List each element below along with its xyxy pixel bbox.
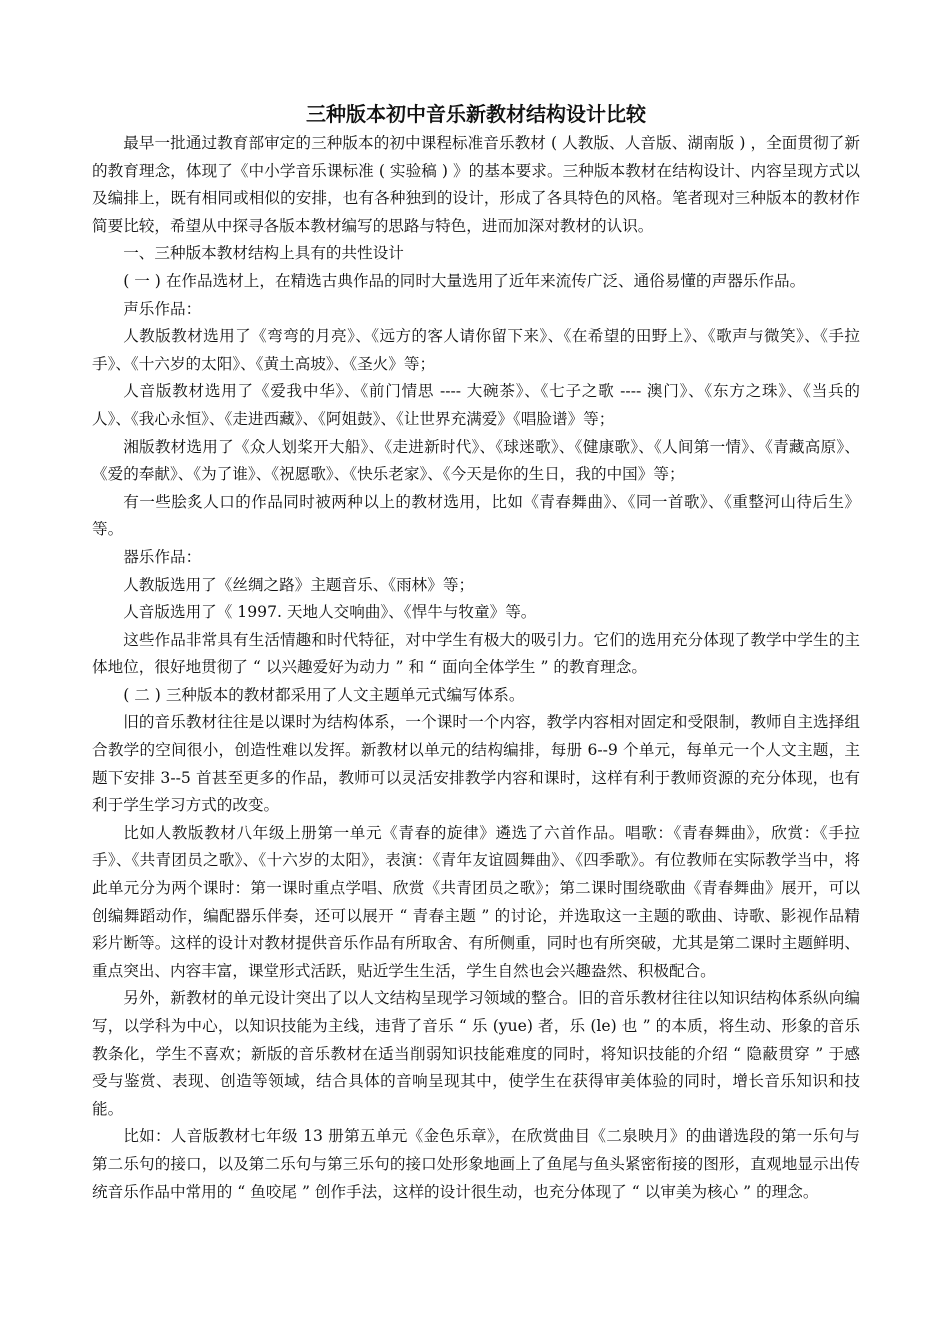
paragraph-works-summary: 这些作品非常具有生活情趣和时代特征，对中学生有极大的吸引力。它们的选用充分体现了教学中学生的主体地位，很好地贯彻了 “ 以兴趣爱好为动力 ” 和 “ 面向全体学生 ” 的教育理念。 xyxy=(92,630,860,677)
subsection-heading-1: ( 一 ) 在作品选材上，在精选古典作品的同时大量选用了近年来流传广泛、通俗易懂的声器乐作品。 xyxy=(123,271,806,290)
paragraph-renjiao-instrumental: 人教版选用了《丝绸之路》主题音乐、《雨林》等； xyxy=(123,575,475,594)
paragraph-old-vs-new: 旧的音乐教材往往是以课时为结构体系，一个课时一个内容，教学内容相对固定和受限制，教师自主选择组合教学的空间很小，创造性难以发挥。新教材以单元的结构编排，每册 6--9 个单元，每单元一个人文主题，主题下安排 3--5 首甚至更多的作品，教师可以灵活安排教学内容和课时，这样有利于教师资源的充分体现，也有利于学生学习方式的改变。 xyxy=(92,713,860,815)
paragraph-example-fish: 比如：人音版教材七年级 13 册第五单元《金色乐章》，在欣赏曲目《二泉映月》的曲谱选段的第一乐句与第二乐句的接口，以及第二乐句与第三乐句的接口处形象地画上了鱼尾与鱼头紧密衔接的图形，直观地显示出传统音乐作品中常用的 “ 鱼咬尾 ” 创作手法，这样的设计很生动，也充分体现了 “ 以审美为核心 ” 的理念。 xyxy=(92,1127,860,1201)
paragraph-intro: 最早一批通过教育部审定的三种版本的初中课程标准音乐教材 ( 人教版、人音版、湖南版 ) ，全面贯彻了新的教育理念，体现了《中小学音乐课标准 ( 实验稿 ) 》的基本要求。三种版本教材在结构设计、内容呈现方式以及编排上，既有相同或相似的安排，也有各种独到的设计，形成了各具特色的风格。笔者现对三种版本的教材作简要比较，希望从中探寻各版本教材编写的思路与特色，进而加深对教材的认识。 xyxy=(92,134,860,235)
paragraph-renyin-instrumental: 人音版选用了《 1997. 天地人交响曲》、《悍牛与牧童》等。 xyxy=(123,603,537,622)
section-heading-1: 一、三种版本教材结构上具有的共性设计 xyxy=(123,244,404,263)
paragraph-integration: 另外，新教材的单元设计突出了以人文结构呈现学习领域的整合。旧的音乐教材往往以知识结构体系纵向编写，以学科为中心，以知识技能为主线，违背了音乐 “ 乐 (yue) 者，乐 (le) 也 ” 的本质，将生动、形象的音乐教条化，学生不喜欢；新版的音乐教材在适当削弱知识技能难度的同时，将知识技能的介绍 “ 隐蔽贯穿 ” 于感受与鉴赏、表现、创造等领域，结合具体的音响呈现其中，使学生在获得审美体验的同时，增长音乐知识和技能。 xyxy=(92,989,860,1118)
label-vocal-works: 声乐作品： xyxy=(123,299,202,318)
subsection-heading-2: ( 二 ) 三种版本的教材都采用了人文主题单元式编写体系。 xyxy=(123,685,525,704)
paragraph-shared-works: 有一些脍炙人口的作品同时被两种以上的教材选用，比如《青春舞曲》、《同一首歌》、《重整河山待后生》等。 xyxy=(92,492,860,539)
paragraph-renjiao-vocal: 人教版教材选用了《弯弯的月亮》、《远方的客人请你留下来》、《在希望的田野上》、《歌声与微笑》、《手拉手》、《十六岁的太阳》、《黄土高坡》、《圣火》等； xyxy=(92,327,860,373)
label-instrumental-works: 器乐作品： xyxy=(123,547,202,566)
paragraph-example-unit: 比如人教版教材八年级上册第一单元《青春的旋律》遴选了六首作品。唱歌：《青春舞曲》，欣赏：《手拉手》、《共青团员之歌》、《十六岁的太阳》，表演：《青年友谊圆舞曲》、《四季歌》。有位教师在实际教学当中，将此单元分为两个课时：第一课时重点学唱、欣赏《共青团员之歌》；第二课时围绕歌曲《青春舞曲》展开，可以创编舞蹈动作，编配器乐伴奏，还可以展开 “ 青春主题 ” 的讨论，并选取这一主题的歌曲、诗歌、影视作品精彩片断等。这样的设计对教材提供音乐作品有所取舍、有所侧重，同时也有所突破，尤其是第二课时主题鲜明、重点突出、内容丰富，课堂形式活跃，贴近学生生活，学生自然也会兴趣盎然、积极配合。 xyxy=(92,823,860,980)
document-title: 三种版本初中音乐新教材结构设计比较 xyxy=(306,102,646,126)
paragraph-renyin-vocal: 人音版教材选用了《爱我中华》、《前门情思 ---- 大碗茶》、《七子之歌 ---- 澳门》、《东方之珠》、《当兵的人》、《我心永恒》、《走进西藏》、《阿姐鼓》、《让世界充满爱》《唱脸谱》等； xyxy=(92,382,860,428)
paragraph-xiang-vocal: 湘版教材选用了《众人划桨开大船》、《走进新时代》、《球迷歌》、《健康歌》、《人间第一情》、《青藏高原》、《爱的奉献》、《为了谁》、《祝愿歌》、《快乐老家》、《今天是你的生日，我的中国》等； xyxy=(92,437,860,484)
document-page xyxy=(92,100,860,1206)
